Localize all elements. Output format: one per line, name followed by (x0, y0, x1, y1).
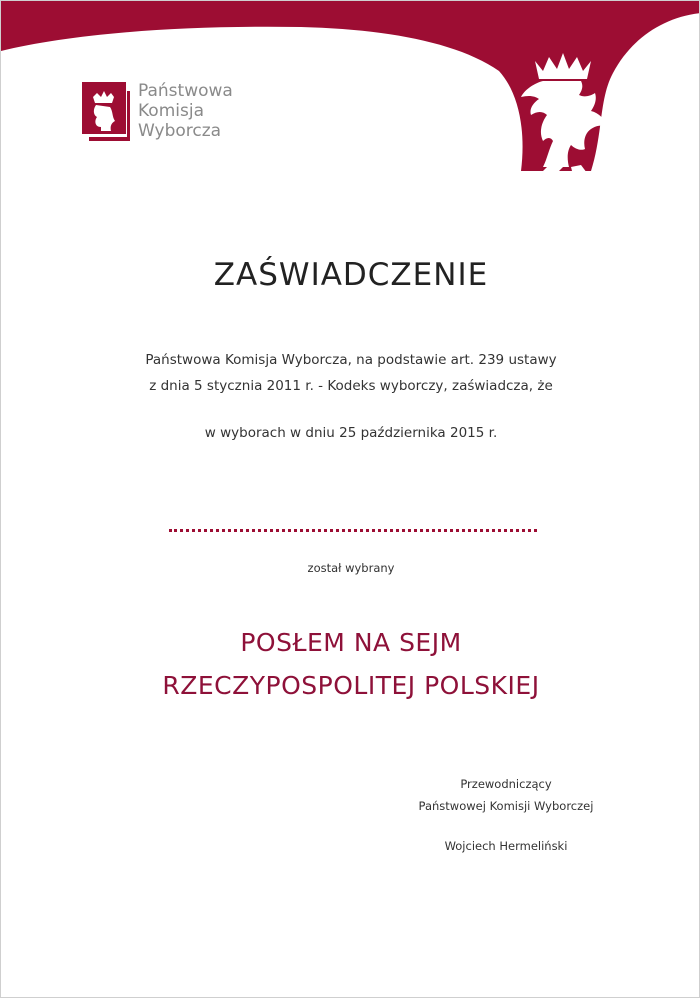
signature-role-line-1: Przewodniczący (460, 777, 552, 791)
certificate-intro (1, 347, 700, 399)
signature-role-line-2: Państwowej Komisji Wyborczej (418, 799, 594, 813)
office-line-2: RZECZYPOSPOLITEJ POLSKIEJ (162, 671, 540, 700)
election-date-line: w wyborach w dniu 25 października 2015 r. (204, 425, 498, 441)
logo-line-3: Wyborcza (138, 121, 222, 141)
signer-name: Wojciech Hermeliński (444, 839, 568, 853)
logo-wordmark (138, 81, 233, 141)
name-dotted-line (169, 529, 537, 532)
pkw-logo (81, 81, 271, 145)
eagle-emblem-icon (513, 49, 613, 177)
intro-line-2: z dnia 5 stycznia 2011 r. - Kodeks wyborczy, zaświadcza, że (149, 378, 553, 394)
pkw-logo-mark-icon (81, 81, 131, 143)
office-title (1, 621, 700, 707)
logo-line-1: Państwowa (138, 81, 233, 101)
certificate-title: ZAŚWIADCZENIE (213, 257, 489, 293)
logo-line-2: Komisja (138, 101, 204, 121)
office-line-1: POSŁEM NA SEJM (240, 628, 462, 657)
signature-role (401, 773, 611, 817)
elected-label: został wybrany (307, 561, 395, 575)
intro-line-1: Państwowa Komisja Wyborcza, na podstawie art. 239 ustawy (145, 352, 557, 368)
